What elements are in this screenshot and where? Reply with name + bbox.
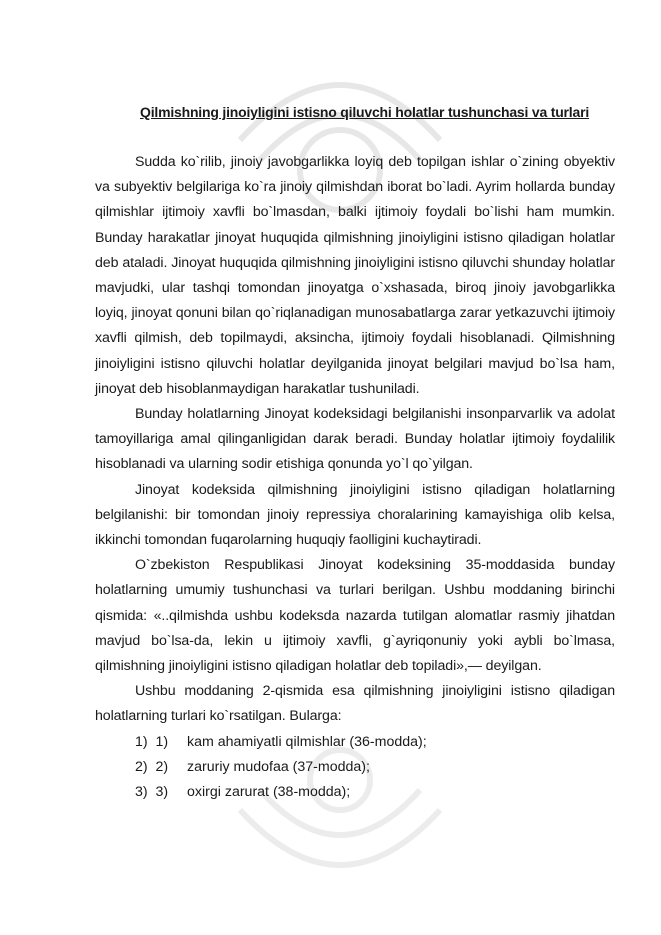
- list-item: [95, 730, 615, 755]
- list-item-text: zaruriy mudofaa (37-modda);: [187, 758, 370, 775]
- paragraph-3: Jinoyat kodeksida qilmishning jinoiyligini istisno qiladigan holatlarning belgilanishi: bir tomondan jinoiy repressiya choralarining kamayishiga olib kelsa, ikkinchi tomondan fuqarolarning huquqiy faolligini kuchaytiradi.: [95, 481, 615, 549]
- list-item: [95, 755, 615, 780]
- list-item-number: 2) 2): [135, 758, 169, 775]
- paragraph-5: Ushbu moddaning 2-qismida esa qilmishning jinoiyligini istisno qiladigan holatlarning turlari ko`rsatilgan. Bularga:: [95, 683, 615, 725]
- document-page: [95, 102, 615, 805]
- list-item-number: 1) 1): [135, 733, 169, 750]
- list-item-text: oxirgi zarurat (38-modda);: [187, 784, 351, 801]
- list-item-text: kam ahamiyatli qilmishlar (36-modda);: [187, 733, 427, 750]
- document-title: Qilmishning jinoiyligini istisno qiluvchi holatlar tushunchasi va turlari: [140, 104, 590, 120]
- list-item: [95, 780, 615, 805]
- list-item-number: 3) 3): [135, 784, 169, 801]
- paragraph-1: Sudda ko`rilib, jinoiy javobgarlikka loyiq deb topilgan ishlar o`zining obyektiv va subyektiv belgilariga ko`ra jinoiy qilmishdan iborat bo`ladi. Ayrim hollarda bunday qilmishlar ijtimoiy xavfli bo`lmasdan, balki ijtimoiy foydali bo`lishi ham mumkin. Bunday harakatlar jinoyat huquqida qilmishning jinoiyligini istisno qiladigan holatlar deb ataladi. Jinoyat huquqida qilmishning jinoiyligini istisno qiluvchi shunday holatlar mavjudki, ular tashqi tomondan jinoyatga o`xshasada, biroq jinoiy javobgarlikka loyiq, jinoyat qonuni bilan qo`riqlanadigan munosabatlarga zarar yetkazuvchi ijtimoiy xavfli qilmish, deb topilmaydi, aksincha, ijtimoiy foydali hisoblanadi. Qilmishning jinoiyligini istisno qiluvchi holatlar deyilganida jinoyat belgilari mavjud bo`lsa ham, jinoyat deb hisoblanmaydigan harakatlar tushuniladi.: [95, 154, 615, 397]
- circumstances-list: [95, 730, 615, 806]
- paragraph-2: Bunday holatlarning Jinoyat kodeksidagi belgilanishi insonparvarlik va adolat tamoyillariga amal qilinganligidan darak beradi. Bunday holatlar ijtimoiy foydalilik hisoblanadi va ularning sodir etishiga qonunda yo`l qo`yilgan.: [95, 406, 615, 473]
- paragraph-4: O`zbekiston Respublikasi Jinoyat kodeksining 35-moddasida bunday holatlarning umumiy tushunchasi va turlari berilgan. Ushbu moddaning birinchi qismida: «..qilmishda ushbu kodeksda nazarda tutilgan alomatlar rasmiy jihatdan mavjud bo`lsa-da, lekin u ijtimoiy xavfli, g`ayriqonuniy yoki aybli bo`lmasa, qilmishning jinoiyligini istisno qiladigan holatlar deb topiladi»,— deyilgan.: [95, 557, 615, 675]
